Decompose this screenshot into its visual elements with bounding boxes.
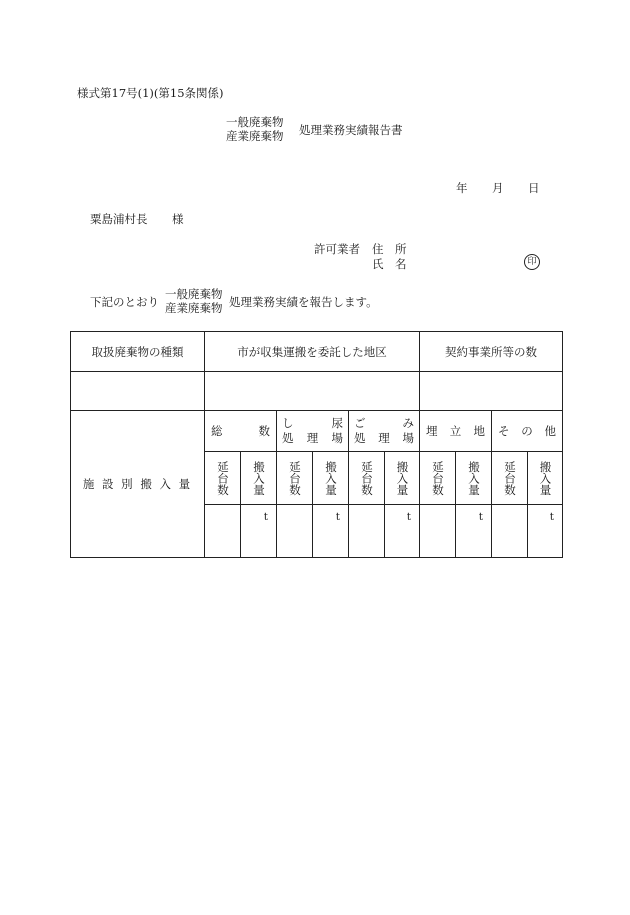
sub-header-amount [313, 452, 349, 505]
facility-total-a: 総 [211, 424, 223, 438]
licensee-name-label: 氏 名 [372, 257, 407, 271]
count-cell[interactable] [492, 505, 528, 558]
facility-landfill [420, 411, 492, 452]
licensee-label: 許可業者 [314, 242, 360, 256]
sub-header-amount [528, 452, 563, 505]
facility-other-b: の [521, 424, 533, 438]
sub-header-count [205, 452, 241, 505]
statement-waste-types [165, 287, 223, 315]
facility-other [492, 411, 563, 452]
facility-garbage-b: み [402, 416, 415, 430]
sub-header-count [277, 452, 313, 505]
licensee-address-label: 住 所 [372, 242, 407, 256]
sub-header-count-text: 延台数 [216, 460, 230, 496]
document-title: 処理業務実績報告書 [299, 123, 403, 137]
facility-other-c: 他 [544, 424, 557, 438]
facility-header-row [71, 411, 563, 452]
sub-header-count-text: 延台数 [431, 460, 446, 496]
sub-header-count-text: 延台数 [503, 460, 518, 496]
facility-total-b: 数 [258, 424, 270, 438]
entry-row [71, 372, 563, 411]
addressee-name: 粟島浦村長 [90, 212, 148, 226]
title-waste-type-industrial: 産業廃棄物 [226, 129, 284, 143]
statement-suffix: 処理業務実績を報告します。 [229, 295, 378, 309]
facility-landfill-c: 地 [473, 424, 486, 438]
header-waste-kind: 取扱廃棄物の種類 [71, 332, 205, 372]
facility-night-soil [277, 411, 349, 452]
facility-landfill-a: 埋 [426, 424, 438, 438]
count-cell[interactable] [205, 505, 241, 558]
facility-garbage [349, 411, 420, 452]
facility-night-soil-a: し [282, 416, 294, 430]
sub-header-amount-text: 搬入量 [324, 460, 338, 496]
title-waste-type-general: 一般廃棄物 [226, 115, 284, 129]
area-cell[interactable] [205, 372, 420, 411]
facility-night-soil-b: 尿 [331, 416, 343, 430]
sub-header-count-text: 延台数 [288, 460, 302, 496]
facility-other-a: そ [498, 424, 510, 438]
facility-night-soil-d: 理 [306, 431, 319, 445]
facility-garbage-a: ご [354, 416, 366, 430]
statement-waste-type-general: 一般廃棄物 [165, 287, 223, 301]
count-cell[interactable] [349, 505, 385, 558]
facility-total [205, 411, 277, 452]
report-table [70, 331, 563, 558]
facility-landfill-b: 立 [449, 424, 462, 438]
title-waste-types [226, 115, 284, 143]
date-month: 月 [492, 181, 504, 195]
count-cell[interactable] [420, 505, 456, 558]
facility-garbage-c: 処 [354, 431, 366, 445]
date-year: 年 [456, 181, 468, 195]
facility-night-soil-c: 処 [282, 431, 294, 445]
facility-garbage-d: 理 [378, 431, 390, 445]
sub-header-amount-text: 搬入量 [538, 460, 553, 496]
sub-header-amount [456, 452, 492, 505]
statement-waste-type-industrial: 産業廃棄物 [165, 301, 223, 315]
header-row [71, 332, 563, 372]
sub-header-amount-text: 搬入量 [467, 460, 482, 496]
sub-header-amount-text: 搬入量 [395, 460, 410, 496]
sub-header-amount-text: 搬入量 [252, 460, 266, 496]
date-day: 日 [528, 181, 540, 195]
facility-night-soil-e: 場 [331, 431, 343, 445]
sub-header-amount [385, 452, 420, 505]
sub-header-count [349, 452, 385, 505]
facility-label: 施 設 別 搬 入 量 [71, 411, 205, 558]
seal-mark: 印 [524, 254, 540, 270]
form-number: 様式第17号(1)(第15条関係) [77, 86, 224, 100]
sub-header-amount [241, 452, 277, 505]
header-area: 市が収集運搬を委託した地区 [205, 332, 420, 372]
amount-cell[interactable]: t [456, 505, 492, 558]
statement-prefix: 下記のとおり [90, 295, 159, 309]
count-cell[interactable] [277, 505, 313, 558]
sub-header-count-text: 延台数 [360, 460, 374, 496]
sub-header-count [492, 452, 528, 505]
addressee-honorific: 様 [172, 212, 184, 226]
waste-kind-cell[interactable] [71, 372, 205, 411]
header-contracts: 契約事業所等の数 [420, 332, 563, 372]
amount-cell[interactable]: t [528, 505, 563, 558]
amount-cell[interactable]: t [385, 505, 420, 558]
facility-garbage-e: 場 [402, 431, 415, 445]
sub-header-count [420, 452, 456, 505]
contracts-cell[interactable] [420, 372, 563, 411]
amount-cell[interactable]: t [241, 505, 277, 558]
amount-cell[interactable]: t [313, 505, 349, 558]
